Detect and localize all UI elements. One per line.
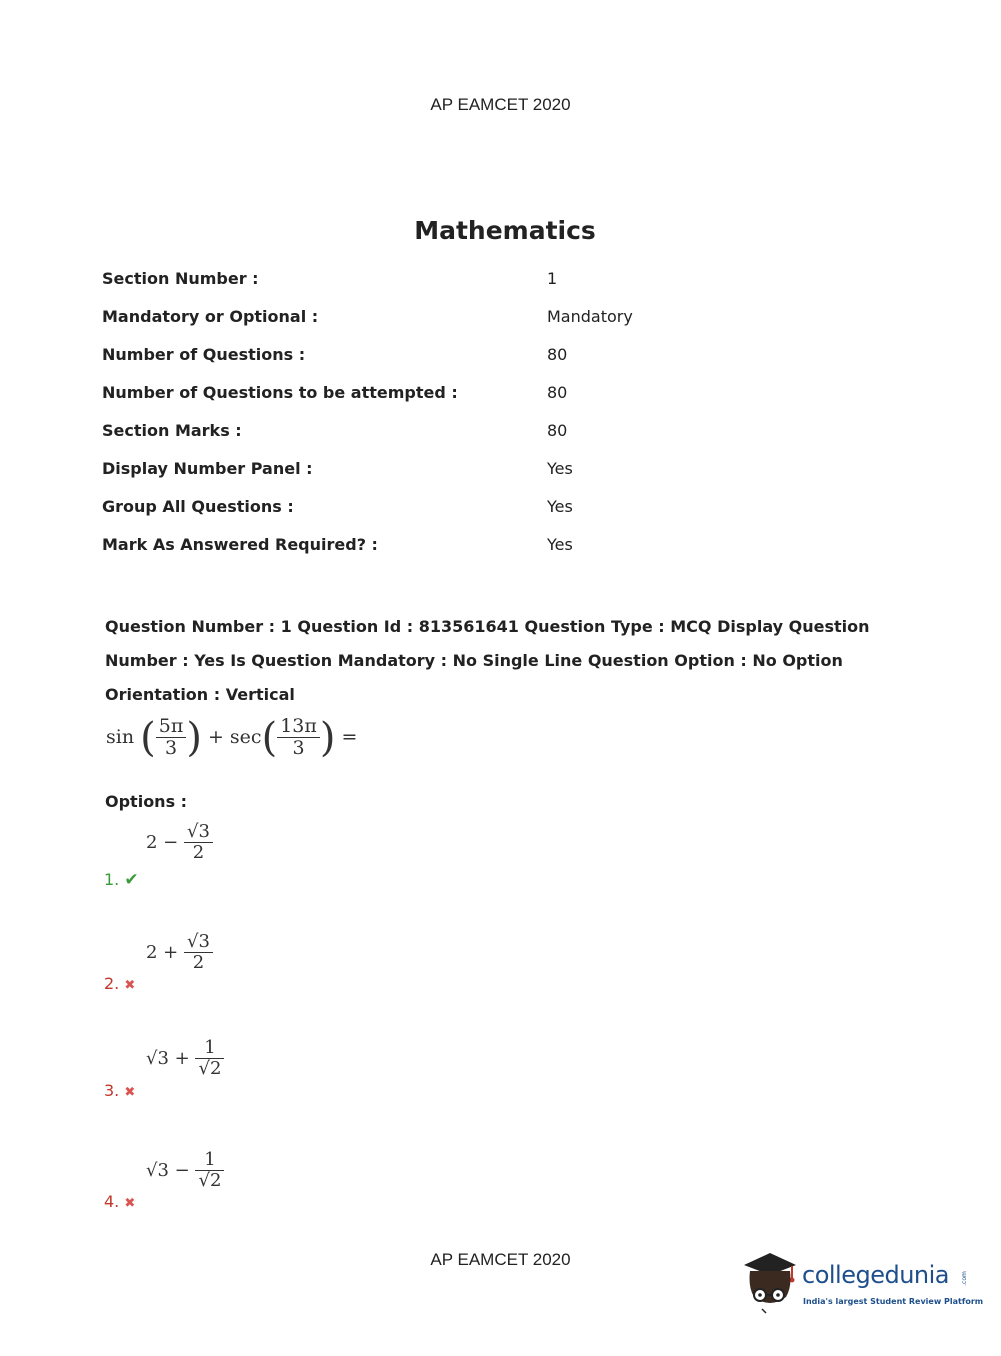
fraction-numerator: 5π (156, 716, 187, 738)
fraction-numerator: 1 (195, 1038, 224, 1059)
option-fraction (184, 932, 213, 973)
equals-sign: = (341, 725, 358, 748)
option-3-marker[interactable] (104, 1081, 135, 1100)
info-value: 80 (547, 421, 568, 440)
fraction-denominator: √2 (198, 1169, 222, 1191)
option-1-formula (146, 822, 213, 863)
info-value: 1 (547, 269, 558, 288)
logo-tagline: India's largest Student Review Platform (803, 1297, 984, 1306)
fraction-denominator: √2 (198, 1057, 222, 1079)
plus-sec: + sec (207, 725, 262, 748)
right-paren-icon: ) (319, 714, 336, 761)
collegedunia-logo[interactable] (740, 1245, 984, 1320)
option-number: 1. (104, 870, 120, 889)
question-meta: Question Number : 1 Question Id : 813561641 Question Type : MCQ Display Question Number : Yes Is Question Mandatory : No Single Line Question Option : No Option Orientation : Vertical (105, 617, 870, 704)
options-label: Options : (105, 792, 188, 811)
option-term: 2 − (146, 831, 179, 853)
fraction-denominator: 2 (192, 841, 205, 863)
info-label: Number of Questions : (102, 345, 306, 364)
logo-suffix: .com (960, 1271, 968, 1286)
option-number: 4. (104, 1192, 120, 1211)
right-paren-icon: ) (186, 714, 202, 761)
option-number: 3. (104, 1081, 120, 1100)
option-fraction (195, 1038, 224, 1079)
info-label: Number of Questions to be attempted : (102, 383, 458, 402)
info-row-mandatory (102, 307, 802, 331)
fraction-1 (156, 716, 187, 760)
option-term: √3 − (146, 1159, 190, 1181)
wrong-cross-icon: ✖ (124, 1196, 136, 1211)
wrong-cross-icon: ✖ (124, 1085, 136, 1100)
info-value: Yes (547, 459, 573, 478)
info-row-number-of-questions (102, 345, 802, 369)
question-formula (106, 716, 357, 760)
option-2-marker[interactable] (104, 974, 135, 993)
fraction-denominator: 3 (292, 736, 305, 759)
info-label: Section Marks : (102, 421, 242, 440)
section-title: Mathematics (414, 216, 596, 245)
info-value: Yes (547, 497, 573, 516)
info-value: Mandatory (547, 307, 633, 326)
option-term: 2 + (146, 941, 179, 963)
info-value: 80 (547, 345, 568, 364)
fraction-denominator: 2 (192, 951, 205, 973)
wrong-cross-icon: ✖ (124, 978, 136, 993)
fraction-numerator: 13π (277, 716, 320, 738)
logo-wordmark: collegedunia (802, 1261, 950, 1289)
fraction-numerator: √3 (184, 932, 213, 953)
option-3-formula (146, 1038, 224, 1079)
option-2-formula (146, 932, 213, 973)
left-paren-icon: ( (261, 714, 278, 761)
option-4-formula (146, 1150, 224, 1191)
option-fraction (184, 822, 213, 863)
sin-function: sin (106, 725, 135, 748)
info-label: Group All Questions : (102, 497, 294, 516)
info-row-section-number (102, 269, 802, 293)
mascot-icon (740, 1247, 800, 1317)
info-label: Mark As Answered Required? : (102, 535, 378, 554)
info-label: Display Number Panel : (102, 459, 313, 478)
fraction-2 (277, 716, 320, 760)
option-term: √3 + (146, 1047, 190, 1069)
page-header: AP EAMCET 2020 (430, 95, 571, 114)
option-fraction (195, 1150, 224, 1191)
option-number: 2. (104, 974, 120, 993)
info-row-group-all-questions (102, 497, 802, 521)
info-row-section-marks (102, 421, 802, 445)
info-row-questions-to-attempt (102, 383, 802, 407)
info-label: Mandatory or Optional : (102, 307, 319, 326)
info-value: Yes (547, 535, 573, 554)
correct-check-icon: ✔ (124, 870, 139, 890)
info-row-display-number-panel (102, 459, 802, 483)
info-row-mark-as-answered (102, 535, 802, 559)
info-label: Section Number : (102, 269, 259, 288)
left-paren-icon: ( (140, 714, 156, 761)
fraction-denominator: 3 (164, 736, 178, 759)
option-1-marker[interactable] (104, 870, 139, 890)
fraction-numerator: 1 (195, 1150, 224, 1171)
info-value: 80 (547, 383, 568, 402)
fraction-numerator: √3 (184, 822, 213, 843)
option-4-marker[interactable] (104, 1192, 135, 1211)
page-footer: AP EAMCET 2020 (430, 1250, 571, 1269)
